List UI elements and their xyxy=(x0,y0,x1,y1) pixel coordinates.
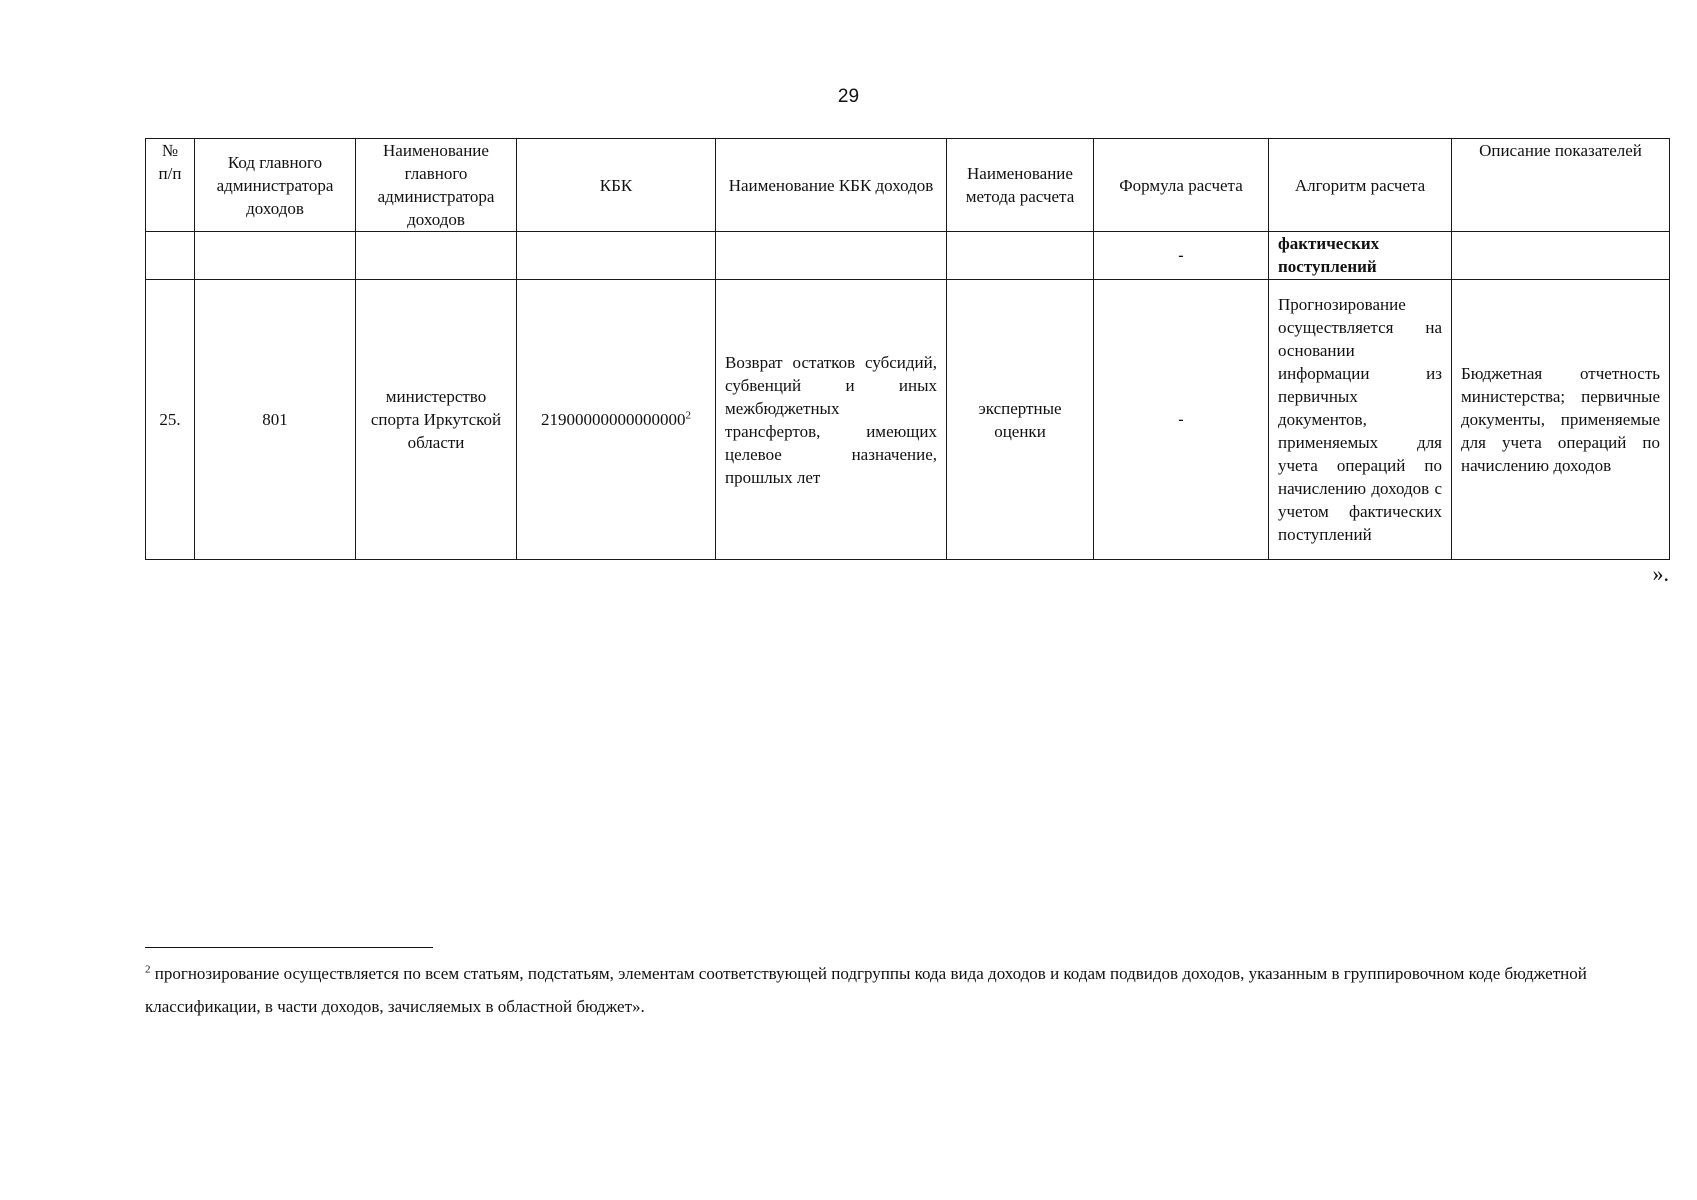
closing-quote: ». xyxy=(1652,561,1669,586)
footnote-number: 2 xyxy=(145,963,151,976)
cell-empty xyxy=(356,232,517,280)
cell-formula: - xyxy=(1094,280,1269,560)
income-forecast-table xyxy=(145,138,1670,560)
continuation-row xyxy=(146,232,1670,280)
cell-empty xyxy=(1452,232,1670,280)
header-formula: Формула расчета xyxy=(1094,139,1269,232)
cell-kbk-name: Возврат остатков субсидий, субвенций и иных межбюджетных трансфертов, имеющих целевое назначение, прошлых лет xyxy=(716,280,947,560)
header-admin: Наименование главного администратора доходов xyxy=(356,139,517,232)
footnote-separator xyxy=(145,947,433,948)
header-kbk: КБК xyxy=(517,139,716,232)
cell-empty xyxy=(716,232,947,280)
cell-num: 25. xyxy=(146,280,195,560)
cell-method: экспертные оценки xyxy=(947,280,1094,560)
page-number: 29 xyxy=(837,86,860,107)
header-algorithm: Алгоритм расчета xyxy=(1269,139,1452,232)
header-description: Описание показателей xyxy=(1452,139,1670,232)
cell-algorithm: Прогнозирование осуществляется на основании информации из первичных документов, применяемых для учета операций по начислению доходов с учетом фактических поступлений xyxy=(1269,280,1452,560)
table-row xyxy=(146,280,1670,560)
header-code: Код главного администратора доходов xyxy=(195,139,356,232)
header-num: № п/п xyxy=(146,139,195,232)
cell-kbk xyxy=(517,280,716,560)
header-kbk-name: Наименование КБК доходов xyxy=(716,139,947,232)
cell-empty xyxy=(146,232,195,280)
cell-empty xyxy=(947,232,1094,280)
cell-code: 801 xyxy=(195,280,356,560)
footnote-text: прогнозирование осуществляется по всем статьям, подстатьям, элементам соответствующей подгруппы кода вида доходов и кодам подвидов доходов, указанным в группировочном коде бюджетной классификации, в части доходов, зачисляемых в областной бюджет». xyxy=(145,964,1587,1016)
cell-empty xyxy=(195,232,356,280)
cell-description: Бюджетная отчетность министерства; первичные документы, применяемые для учета операций по начислению доходов xyxy=(1452,280,1670,560)
table-header-row xyxy=(146,139,1670,232)
cell-admin: министерство спорта Иркутской области xyxy=(356,280,517,560)
footnote-mark: 2 xyxy=(685,409,691,422)
footnote xyxy=(145,957,1675,1023)
kbk-value: 21900000000000000 xyxy=(541,410,686,429)
cell-algorithm: фактических поступлений xyxy=(1269,232,1452,280)
header-method: Наименование метода расчета xyxy=(947,139,1094,232)
cell-formula: - xyxy=(1094,232,1269,280)
cell-empty xyxy=(517,232,716,280)
